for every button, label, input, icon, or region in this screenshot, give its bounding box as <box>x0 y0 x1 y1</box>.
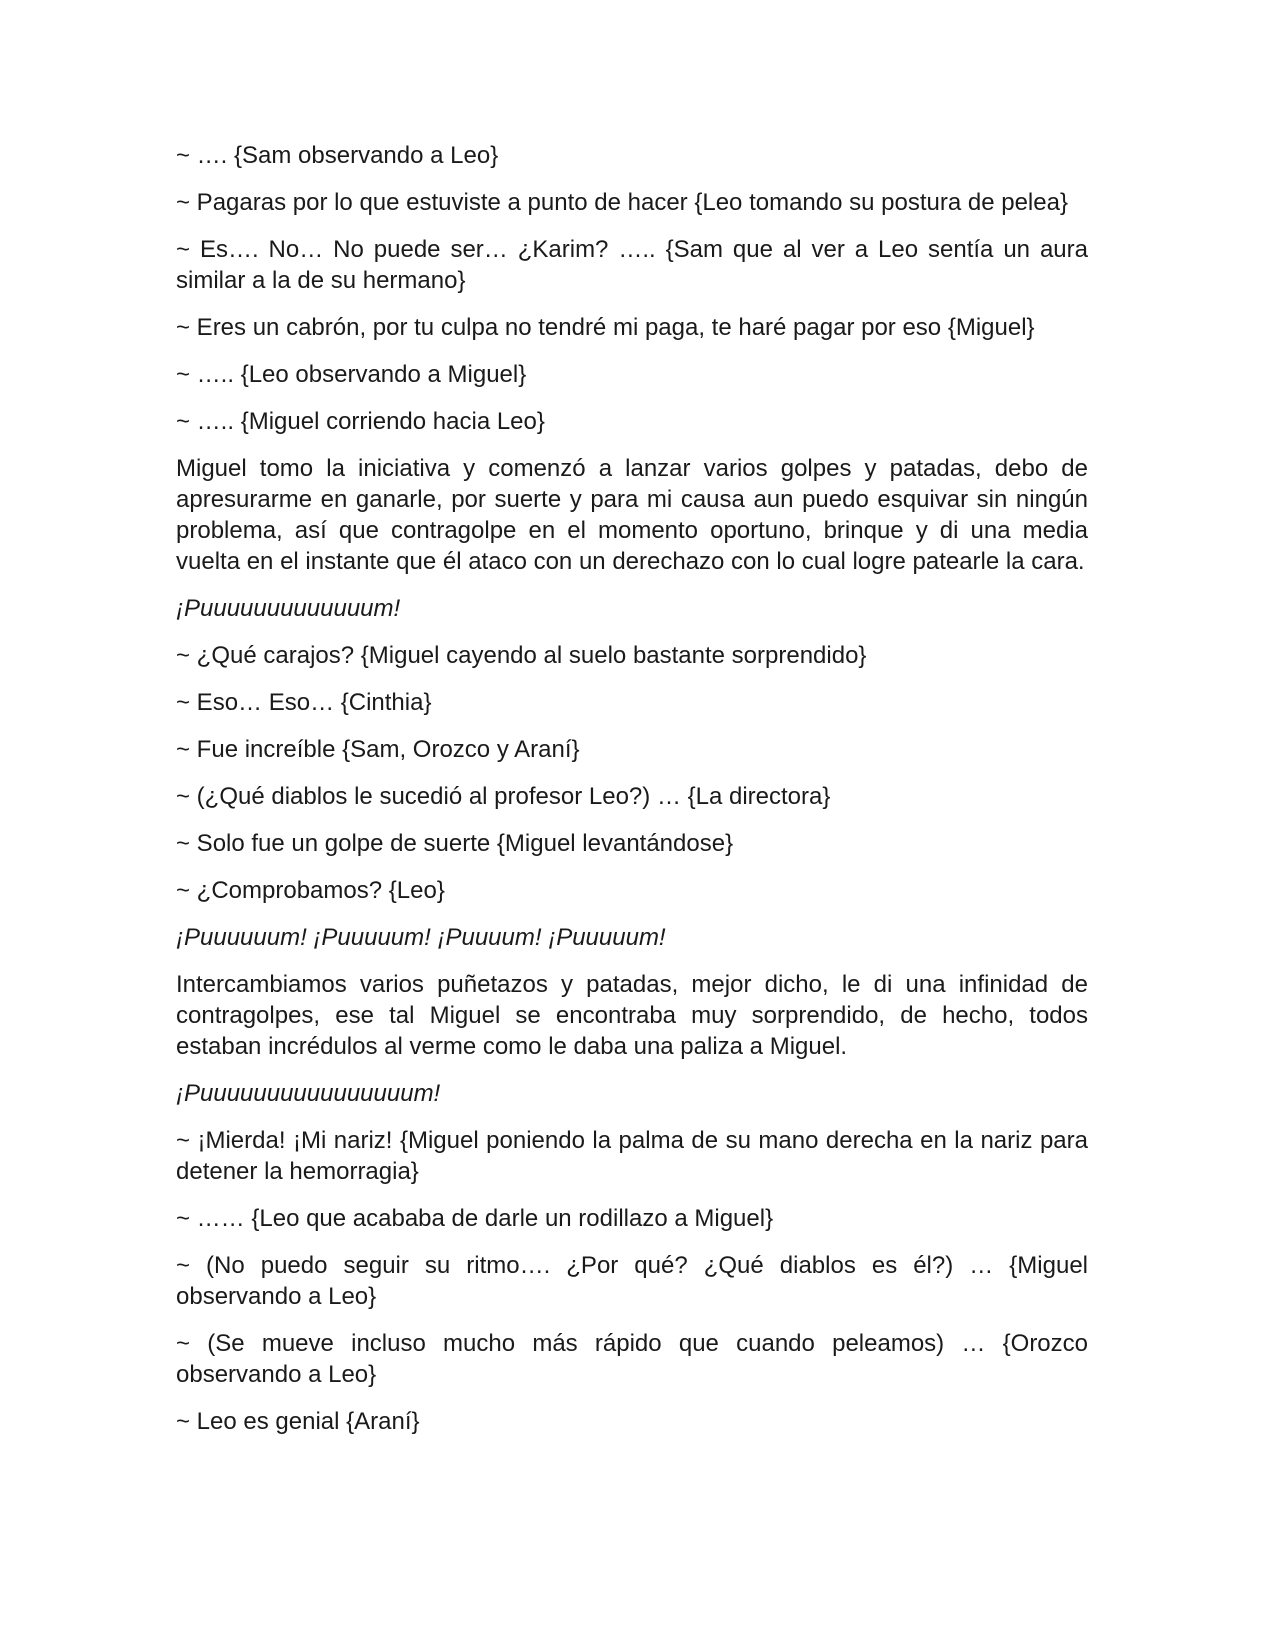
dialogue-line: ~ Eso… Eso… {Cinthia} <box>176 689 432 716</box>
dialogue-line: ~ …. {Sam observando a Leo} <box>176 142 499 169</box>
narration-paragraph: Intercambiamos varios puñetazos y patadas, mejor dicho, le di una infinidad de contragolpes, ese tal Miguel se encontraba muy sorprendido, de hecho, todos estaban incrédulos al verme como le daba una paliza a Miguel. <box>176 971 1088 1060</box>
dialogue-line: ~ …… {Leo que acababa de darle un rodillazo a Miguel} <box>176 1205 774 1232</box>
dialogue-line: ~ ¿Comprobamos? {Leo} <box>176 877 445 904</box>
dialogue-line: ~ Es…. No… No puede ser… ¿Karim? ….. {Sam que al ver a Leo sentía un aura similar a la de su hermano} <box>176 236 1088 294</box>
dialogue-line: ~ (No puedo seguir su ritmo…. ¿Por qué? ¿Qué diablos es él?) … {Miguel observando a Leo} <box>176 1252 1088 1310</box>
dialogue-line: ~ ….. {Miguel corriendo hacia Leo} <box>176 408 545 435</box>
dialogue-line: ~ (¿Qué diablos le sucedió al profesor Leo?) … {La directora} <box>176 783 831 810</box>
document-body <box>176 140 1088 1453</box>
dialogue-line: ~ ¡Mierda! ¡Mi nariz! {Miguel poniendo la palma de su mano derecha en la nariz para detener la hemorragia} <box>176 1127 1088 1185</box>
narration-paragraph: Miguel tomo la iniciativa y comenzó a lanzar varios golpes y patadas, debo de apresurarme en ganarle, por suerte y para mi causa aun puedo esquivar sin ningún problema, así que contragolpe en el momento oportuno, brinque y di una media vuelta en el instante que él ataco con un derechazo con lo cual logre patearle la cara. <box>176 455 1088 575</box>
dialogue-line: ~ Leo es genial {Araní} <box>176 1408 420 1435</box>
dialogue-line: ~ Fue increíble {Sam, Orozco y Araní} <box>176 736 580 763</box>
sound-effect: ¡Puuuuuuuuuuuuum! <box>176 595 401 622</box>
dialogue-line: ~ ….. {Leo observando a Miguel} <box>176 361 527 388</box>
dialogue-line: ~ Pagaras por lo que estuviste a punto de hacer {Leo tomando su postura de pelea} <box>176 189 1068 216</box>
dialogue-line: ~ ¿Qué carajos? {Miguel cayendo al suelo bastante sorprendido} <box>176 642 867 669</box>
sound-effect: ¡Puuuuuum! ¡Puuuuum! ¡Puuuum! ¡Puuuuum! <box>176 924 666 951</box>
dialogue-line: ~ (Se mueve incluso mucho más rápido que cuando peleamos) … {Orozco observando a Leo} <box>176 1330 1088 1388</box>
dialogue-line: ~ Solo fue un golpe de suerte {Miguel levantándose} <box>176 830 734 857</box>
dialogue-line: ~ Eres un cabrón, por tu culpa no tendré mi paga, te haré pagar por eso {Miguel} <box>176 314 1035 341</box>
sound-effect: ¡Puuuuuuuuuuuuuuuum! <box>176 1080 441 1107</box>
